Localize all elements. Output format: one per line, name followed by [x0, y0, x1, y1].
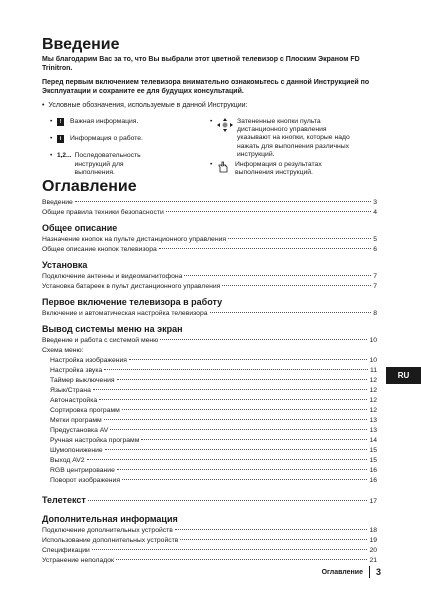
legend-intro-bullet: • Условные обозначения, используемые в данной Инструкции: [42, 102, 248, 109]
hand-icon [217, 161, 229, 173]
toc-entry-rotation[interactable]: Поворот изображения 16 [50, 477, 377, 484]
important-icon: ! [57, 118, 64, 126]
toc-entry-menu-intro[interactable]: Введение и работа с системой меню 10 [42, 337, 377, 344]
toc-entry-sound[interactable]: Настройка звука 11 [50, 367, 377, 374]
legend-item-steps: • 1,2... Последовательность инструкций для выполнения. [50, 152, 205, 177]
toc-entry-labels[interactable]: Метки программ 13 [50, 417, 377, 424]
toc-menu-label: Схема меню: [42, 347, 84, 354]
toc-entry-teletext[interactable]: Телетекст 17 [42, 495, 377, 505]
toc-entry-rgb[interactable]: RGB центрирование 16 [50, 467, 377, 474]
legend-text-steps: Последовательность инструкций для выполнения. [74, 152, 141, 176]
remote-buttons-icon [217, 118, 233, 132]
legend-item-remote: • Затененные кнопки пульта дистанционного управления указывают на кнопки, которые надо нажать для выполнения различных инструкций. [210, 118, 350, 158]
footer-separator [369, 566, 370, 578]
intro-paragraph-warning: Перед первым включением телевизора внимательно ознакомьтесь с данной Инструкцией по Эксплуатации и сохраните ее для будущих консультаций. [42, 79, 370, 95]
toc-entry-auto-setup[interactable]: Включение и автоматическая настройка телевизора 8 [42, 310, 377, 317]
toc-entry-use-devices[interactable]: Использование дополнительных устройств 19 [42, 537, 377, 544]
page-footer [322, 566, 381, 578]
legend-intro-text: Условные обозначения, используемые в данной Инструкции: [48, 102, 248, 109]
toc-section-heading: Вывод системы меню на экран [42, 324, 183, 334]
toc-entry-antenna[interactable]: Подключение антенны и видеомагнитофона 7 [42, 273, 377, 280]
toc-entry-noise[interactable]: Шумопонижение 15 [50, 447, 377, 454]
toc-entry-tv-buttons[interactable]: Общее описание кнопок телевизора 6 [42, 246, 377, 253]
toc-entry-av2[interactable]: Выход AV2 15 [50, 457, 377, 464]
toc-section-heading: Установка [42, 260, 88, 270]
toc-entry-manual-tune[interactable]: Ручная настройка программ 14 [50, 437, 377, 444]
legend-text-result: Информация о результатах выполнения инструкций. [235, 161, 322, 177]
toc-entry-troubleshooting[interactable]: Устранение неполадок 21 [42, 557, 377, 564]
toc-entry-timer[interactable]: Таймер выключения 12 [50, 377, 377, 384]
toc-entry-sorting[interactable]: Сортировка программ 12 [50, 407, 377, 414]
legend-right-column [210, 118, 350, 186]
legend-item-result: • Информация о результатах выполнения инструкций. [210, 161, 350, 177]
toc-entry-remote-buttons[interactable]: Назначение кнопок на пульте дистанционного управления 5 [42, 236, 377, 243]
toc-entry-connect[interactable]: Подключение дополнительных устройств 18 [42, 527, 377, 534]
toc-entry-safety[interactable]: Общие правила техники безопасности 4 [42, 209, 377, 216]
info-icon: i [57, 135, 64, 143]
legend-item-info: • i Информация о работе. [50, 135, 143, 143]
toc-entry-batteries[interactable]: Установка батареек в пульт дистанционного управления 7 [42, 283, 377, 290]
toc-title: Оглавление [42, 178, 137, 195]
toc-section-heading: Первое включение телевизора в работу [42, 297, 223, 307]
footer-label: Оглавление [321, 568, 363, 576]
toc-entry-specs[interactable]: Спецификации 20 [42, 547, 377, 554]
legend-item-important: • ! Важная информация. [50, 118, 139, 125]
toc-entry-picture[interactable]: Настройка изображения 10 [50, 357, 377, 364]
page-number: 3 [375, 567, 381, 577]
toc-entry-autotune[interactable]: Автонастройка 12 [50, 397, 377, 404]
intro-paragraph-thanks: Мы благодарим Вас за то, что Вы выбрали этот цветной телевизор с Плоским Экраном FD Trinitron. [42, 56, 360, 72]
legend-text-info: Информация о работе. [70, 135, 143, 143]
toc-entry-intro[interactable]: Введение 3 [42, 199, 377, 206]
table-of-contents [42, 198, 377, 566]
toc-section-heading: Общее описание [42, 223, 118, 233]
legend-left-column [50, 118, 205, 186]
legend-text-important: Важная информация. [70, 118, 139, 125]
toc-entry-av-preset[interactable]: Предустановка AV 13 [50, 427, 377, 434]
toc-section-heading: Дополнительная информация [42, 514, 178, 524]
language-tab: RU [386, 367, 421, 384]
toc-entry-language[interactable]: Язык/Страна 12 [50, 387, 377, 394]
steps-icon: 1,2... [57, 152, 72, 160]
legend-text-remote: Затененные кнопки пульта дистанционного управления указывают на кнопки, которые надо нажать для выполнения различных инструкций. [237, 118, 350, 158]
intro-title: Введение [42, 36, 120, 53]
